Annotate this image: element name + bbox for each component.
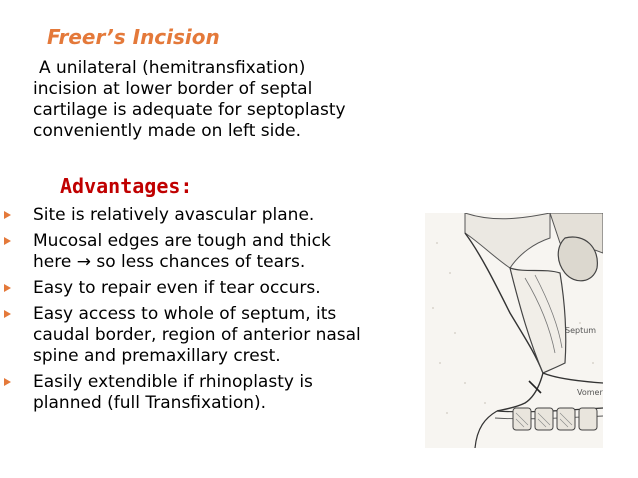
nasal-septum-sketch-icon bbox=[425, 213, 603, 448]
bullet-line: caudal border, region of anterior nasal bbox=[33, 325, 361, 345]
bullet-line: Easily extendible if rhinoplasty is bbox=[33, 372, 313, 392]
svg-text:Vomer: Vomer bbox=[577, 388, 603, 397]
intro-line: conveniently made on left side. bbox=[33, 121, 302, 141]
intro-line: A unilateral (hemitransfixation) bbox=[39, 58, 306, 78]
bullet-line: spine and premaxillary crest. bbox=[33, 346, 281, 366]
bullet-arrow-icon bbox=[4, 378, 11, 386]
bullet-arrow-icon bbox=[4, 237, 11, 245]
list-item bbox=[0, 231, 420, 273]
list-item bbox=[0, 372, 420, 414]
bullet-arrow-icon bbox=[4, 211, 11, 219]
bullet-line: planned (full Transfixation). bbox=[33, 393, 267, 413]
list-item bbox=[0, 278, 420, 299]
bullet-line: Easy access to whole of septum, its bbox=[33, 304, 337, 324]
intro-line: incision at lower border of septal bbox=[33, 79, 313, 99]
nasal-septum-illustration bbox=[425, 213, 603, 448]
bullet-arrow-icon bbox=[4, 284, 11, 292]
intro-paragraph bbox=[33, 58, 403, 142]
bullet-arrow-icon bbox=[4, 310, 11, 318]
bullet-line: here → so less chances of tears. bbox=[33, 252, 306, 272]
advantages-heading: Advantages: bbox=[60, 174, 193, 198]
list-item bbox=[0, 205, 420, 226]
slide-title: Freer’s Incision bbox=[47, 25, 220, 49]
bullet-line: Site is relatively avascular plane. bbox=[33, 205, 315, 225]
bullet-line: Easy to repair even if tear occurs. bbox=[33, 278, 321, 298]
svg-text:Septum: Septum bbox=[565, 326, 597, 335]
advantages-list bbox=[0, 205, 420, 419]
intro-line: cartilage is adequate for septoplasty bbox=[33, 100, 346, 120]
bullet-line: Mucosal edges are tough and thick bbox=[33, 231, 331, 251]
list-item bbox=[0, 304, 420, 367]
